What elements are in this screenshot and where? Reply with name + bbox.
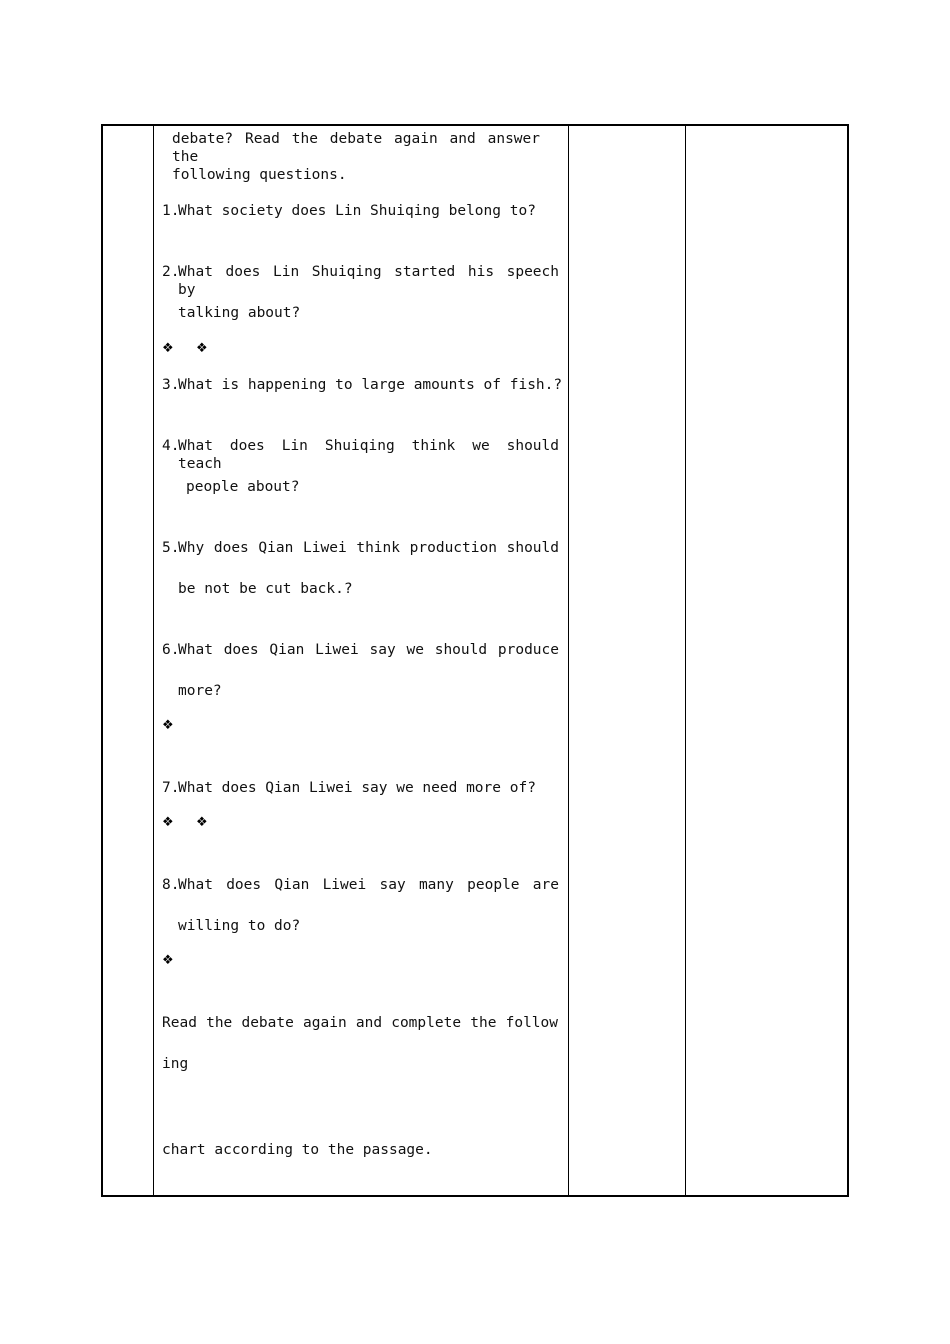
bullet-diamond-icon: ❖ <box>196 815 208 830</box>
question-number: 7. <box>162 780 180 796</box>
bullet-diamond-icon: ❖ <box>162 953 174 968</box>
question-number: 5. <box>162 540 180 556</box>
question-text-cont: people about? <box>186 479 300 495</box>
intro-line-1: debate? Read the debate again and answer the <box>172 131 540 165</box>
question-number: 2. <box>162 264 180 280</box>
bullet-diamond-icon: ❖ <box>162 341 174 356</box>
question-text: What does Lin Shuiqing think we should teach <box>178 438 559 472</box>
question-text: What society does Lin Shuiqing belong to? <box>178 203 536 219</box>
bullet-diamond-icon: ❖ <box>162 815 174 830</box>
bullet-diamond-icon: ❖ <box>196 341 208 356</box>
column-divider-2 <box>568 124 569 1197</box>
column-divider-3 <box>685 124 686 1197</box>
intro-line-2: following questions. <box>172 167 347 183</box>
question-text: What does Qian Liwei say we need more of? <box>178 780 536 796</box>
question-text: What does Qian Liwei say many people are <box>178 877 559 893</box>
task-line-3: chart according to the passage. <box>162 1142 433 1158</box>
question-number: 4. <box>162 438 180 454</box>
question-number: 6. <box>162 642 180 658</box>
bullet-diamond-icon: ❖ <box>162 718 174 733</box>
question-text: What does Lin Shuiqing started his speech by <box>178 264 559 298</box>
question-text-cont: be not be cut back.? <box>178 581 353 597</box>
question-number: 8. <box>162 877 180 893</box>
task-line-2: ing <box>162 1056 189 1072</box>
question-text-cont: talking about? <box>178 305 301 321</box>
question-number: 1. <box>162 203 180 219</box>
question-text: What does Qian Liwei say we should produce <box>178 642 559 658</box>
question-text: Why does Qian Liwei think production should <box>178 540 559 556</box>
question-text-cont: willing to do? <box>178 918 301 934</box>
question-number: 3. <box>162 377 180 393</box>
question-text-cont: more? <box>178 683 222 699</box>
task-line-1: Read the debate again and complete the follow <box>162 1015 558 1031</box>
column-divider-1 <box>153 124 154 1197</box>
question-text: What is happening to large amounts of fish.? <box>178 377 563 393</box>
